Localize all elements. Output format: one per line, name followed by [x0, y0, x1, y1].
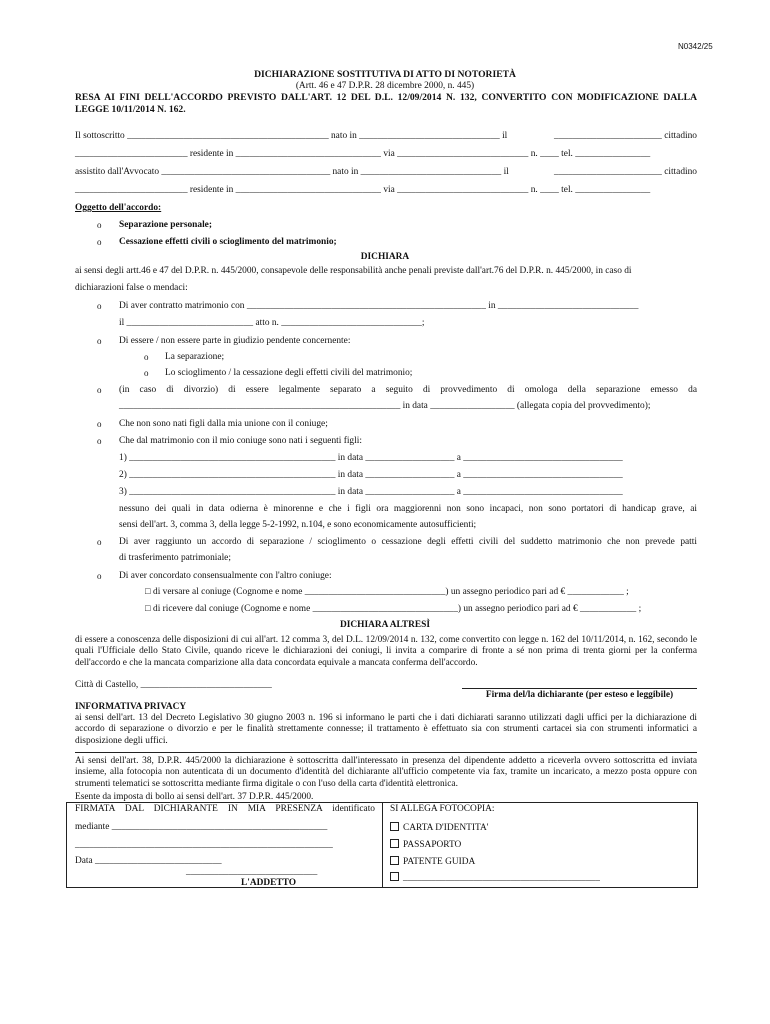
marriage-line: Di aver contratto matrimonio con ___________________________________________________ in ______________________________	[119, 301, 639, 311]
agreement-line: Di aver raggiunto un accordo di separazione / scioglimento o cessazione degli effetti civili del suddetto matrimonio che non prevede patti	[119, 537, 697, 547]
children-intro: Che dal matrimonio con il mio coniuge sono nati i seguenti figli:	[119, 436, 362, 446]
box-divider	[382, 802, 383, 887]
bullet-icon: o	[97, 436, 102, 446]
place-line: Città di Castello, ____________________________	[75, 680, 272, 690]
declares-heading: DICHIARA	[360, 252, 410, 262]
signature-label: Firma del/la dichiarante (per esteso e leggibile)	[485, 690, 674, 700]
subtitle: (Artt. 46 e 47 D.P.R. 28 dicembre 2000, n. 445)	[295, 81, 475, 91]
alimony-pay-option[interactable]: □ di versare al coniuge (Cognome e nome ______________________________) un assegno periodico pari ad € ____________ ;	[145, 587, 629, 597]
alimony-receive-option[interactable]: □ di ricevere dal coniuge (Cognome e nome _______________________________) un assegno periodico pari ad € ____________ ;	[145, 604, 642, 614]
title: DICHIARAZIONE SOSTITUTIVA DI ATTO DI NOTORIETÀ	[254, 69, 516, 80]
attach-driving-license[interactable]: PATENTE GUIDA	[390, 856, 475, 869]
bullet-icon: o	[97, 336, 102, 346]
no-children: Che non sono nati figli dalla mia unione con il coniuge;	[119, 419, 328, 429]
title-reference: RESA AI FINI DELL'ACCORDO PREVISTO DALL'ART. 12 DEL D.L. 12/09/2014 N. 132, CONVERTITO CON MODIFICAZIONE DALLA LEGGE 10/11/2014 N. 162.	[75, 92, 697, 115]
privacy-text: ai sensi dell'art. 13 del Decreto Legislativo 30 giugno 2003 n. 196 si informano le parti che i dati dichiarati saranno utilizzati dagli uffici per la dichiarazione di accordo di separazione o divorzio e per le finalità strettamente connesse; il trattamento è effettuato sia con strumenti cartacei sia con strumenti informatici a disposizione degli uffici.	[75, 713, 697, 746]
subject-separation: Separazione personale;	[119, 220, 212, 230]
identified-by-line: mediante ______________________________________________	[75, 822, 328, 832]
children-status: nessuno dei quali in data odierna è minorenne e che i figli ora maggiorenni non sono incapaci, non sono portatori di handicap grave, ai	[119, 504, 697, 514]
bullet-icon: o	[97, 301, 102, 311]
checkbox-icon[interactable]	[390, 856, 399, 865]
checkbox-icon[interactable]	[390, 872, 399, 881]
bullet-icon: o	[144, 368, 149, 378]
children-status-2: sensi dell'art. 3, comma 3, della legge 5-2-1992, n.104, e sono economicamente autosufficienti;	[119, 520, 477, 530]
attach-heading: SI ALLEGA FOTOCOPIA:	[390, 804, 495, 814]
officer-signature-line: ____________________________	[186, 867, 318, 877]
child-row: 1) ____________________________________________ in data ___________________ a __________________________________	[119, 453, 623, 463]
signer-line-2: ________________________ residente in _______________________________ via ____________________________ n. ____ tel. ________________	[75, 149, 651, 159]
divider	[75, 752, 697, 753]
marriage-date-line: il ___________________________ atto n. ______________________________;	[119, 318, 425, 328]
identified-by-line-2: _______________________________________________________	[75, 840, 333, 850]
stamp-exemption: Esente da imposta di bollo ai sensi dell'art. 37 D.P.R. 445/2000.	[75, 792, 314, 802]
also-declares-heading: DICHIARA ALTRESÌ	[339, 620, 431, 630]
privacy-heading: INFORMATIVA PRIVACY	[75, 702, 187, 712]
date-line: Data ___________________________	[75, 856, 222, 866]
legal-separation-line: (in caso di divorzio) di essere legalmente separato a seguito di provvedimento di omologa della separazione emesso da	[119, 385, 697, 395]
lawyer-line-2: ________________________ residente in _______________________________ via ____________________________ n. ____ tel. ________________	[75, 185, 651, 195]
alimony-intro: Di aver concordato consensualmente con l'altro coniuge:	[119, 571, 332, 581]
document-code: N0342/25	[678, 42, 713, 51]
subject-label: Oggetto dell'accordo:	[75, 203, 162, 213]
bullet-icon: o	[144, 352, 149, 362]
provision-line: ____________________________________________________________ in data __________________ (allegata copia del provvedimento);	[119, 401, 651, 411]
bullet-icon: o	[97, 419, 102, 429]
signature-line[interactable]	[462, 688, 697, 689]
bullet-icon: o	[97, 237, 102, 247]
art38-text: Ai sensi dell'art. 38, D.P.R. 445/2000 la dichiarazione è sottoscritta dall'interessato in presenza del dipendente addetto a riceverla ovvero sottoscritta ed inviata insieme, alla fotocopia non autenticata di un documento d'identità del dichiarante all'ufficio competente via fax, tramite un incaricato, a mezzo posta oppure con strumenti telematici se sottoscritta mediante firma digitale o con l'uso della carta d'identità elettronica.	[75, 756, 697, 789]
attach-other[interactable]: __________________________________________	[390, 872, 600, 885]
signer-line-1: Il sottoscritto ___________________________________________ nato in ______________________________ il _______________________ cittadino	[75, 131, 697, 141]
subject-divorce: Cessazione effetti civili o scioglimento del matrimonio;	[119, 237, 337, 247]
officer-label: L'ADDETTO	[240, 878, 297, 888]
agreement-line-2: di trasferimento patrimoniale;	[119, 553, 231, 563]
bullet-icon: o	[97, 537, 102, 547]
also-declares-text: di essere a conoscenza delle disposizioni di cui all'art. 12 comma 3, del D.L. 12/09/2014 n. 132, come convertito con legge n. 162 del 10/11/2014, n. 162, secondo le quali l'Ufficiale dello Stato Civile, quando riceve le dichiarazioni dei coniugi, li invita a comparire di fronte a sé non prima di trenta giorni per la conferma dell'accordo e che la mancata comparizione alla data concordata equivale a mancata conferma dell'accordo.	[75, 635, 697, 668]
declares-intro-2: dichiarazioni false o mendaci:	[75, 283, 188, 293]
child-row: 2) ____________________________________________ in data ___________________ a __________________________________	[119, 470, 623, 480]
checkbox-icon[interactable]	[390, 822, 399, 831]
signed-in-presence: FIRMATA DAL DICHIARANTE IN MIA PRESENZA identificato	[75, 804, 375, 814]
checkbox-icon[interactable]	[390, 839, 399, 848]
bullet-icon: o	[97, 385, 102, 395]
lawyer-line-1: assistito dall'Avvocato ____________________________________ nato in ______________________________ il _______________________ cittadino	[75, 167, 697, 177]
bullet-icon: o	[97, 571, 102, 581]
declares-intro: ai sensi degli artt.46 e 47 del D.P.R. n. 445/2000, consapevole delle responsabilità anche penali previste dall'art.76 del D.P.R. n. 445/2000, in caso di	[75, 266, 632, 276]
attach-id-card[interactable]: CARTA D'IDENTITA'	[390, 822, 488, 835]
pending-separation: La separazione;	[165, 352, 225, 362]
child-row: 3) ____________________________________________ in data ___________________ a __________________________________	[119, 487, 623, 497]
attach-passport[interactable]: PASSAPORTO	[390, 839, 461, 852]
pending-dissolution: Lo scioglimento / la cessazione degli effetti civili del matrimonio;	[165, 368, 413, 378]
bullet-icon: o	[97, 220, 102, 230]
pending-judgment: Di essere / non essere parte in giudizio pendente concernente:	[119, 336, 351, 346]
